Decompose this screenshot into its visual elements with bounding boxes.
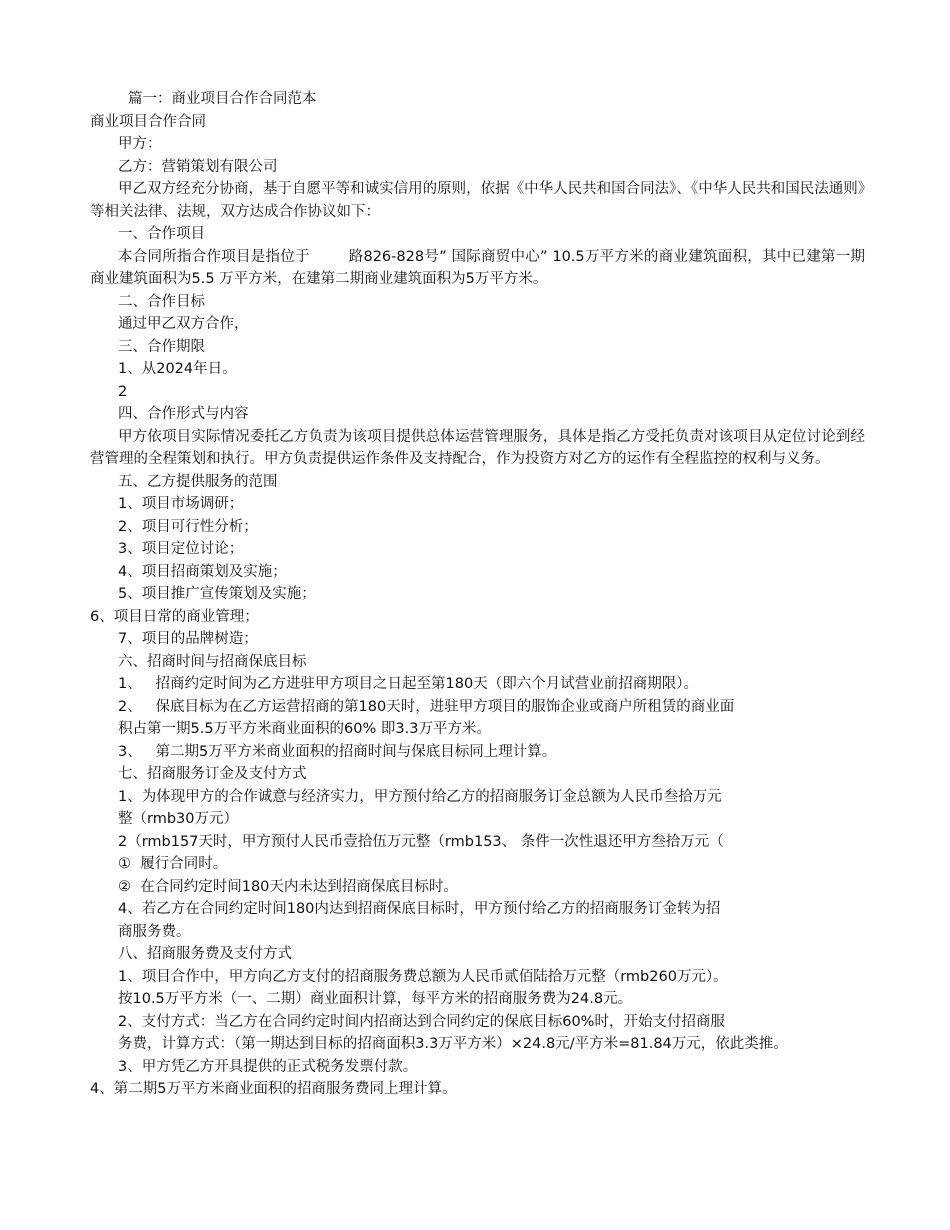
list-item: 7、项目的品牌树造； [118, 631, 258, 647]
list-item-continuation: 积占第一期5.5万平方米商业面积的60% 即3.3万平方米。 [118, 721, 491, 737]
list-item: 2、项目可行性分析； [118, 518, 258, 535]
clause-heading-8: 八、招商服务费及支付方式 [118, 946, 292, 962]
clause-heading-1: 一、合作项目 [118, 226, 205, 242]
list-item: 5、项目推广宣传策划及实施； [118, 586, 316, 602]
list-item: 2、 保底目标为在乙方运营招商的第180天时，进驻甲方项目的服饰企业或商户所租赁的商业面 [118, 698, 735, 715]
list-item: 4、项目招商策划及实施； [118, 563, 287, 580]
clause-heading-6: 六、招商时间与招商保底目标 [118, 653, 307, 670]
clause-1-paragraph: 本合同所指合作项目是指位于 路826-828号” 国际商贸中心” 10.5万平方米的商业建筑面积，其中已建第一期商业建筑面积为5.5 万平方米，在建第二期商业建筑面积为5万平方米。 [90, 248, 865, 287]
list-item: ② 在合同约定时间180天内未达到招商保底目标时。 [118, 878, 458, 895]
list-item: 3、项目定位讨论； [118, 541, 244, 557]
list-item: 4、若乙方在合同约定时间180内达到招商保底目标时，甲方预付给乙方的招商服务订金转为招 [118, 901, 721, 917]
preamble-paragraph: 甲乙双方经充分协商，基于自愿平等和诚实信用的原则，依据《中华人民共和国合同法》、《中华人民共和国民法通则》等相关法律、法规，双方达成合作协议如下： [90, 181, 865, 220]
clause-3-item-2: 2 [118, 383, 128, 400]
clause-heading-4: 四、合作形式与内容 [118, 406, 249, 422]
list-item: 6、项目日常的商业管理； [90, 608, 259, 625]
list-item-continuation: 商服务费。 [118, 923, 191, 940]
list-item: 2、支付方式：当乙方在合同约定时间内招商达到合同约定的保底目标60%时，开始支付招商服 [118, 1013, 725, 1030]
list-item-continuation: 务费，计算方式：（第一期达到目标的招商面积3.3万平方米）×24.8元/平方米=81.84万元，依此类推。 [118, 1036, 788, 1052]
list-item: 1、项目合作中，甲方向乙方支付的招商服务费总额为人民币贰佰陆拾万元整（rmb260万元）。 [118, 968, 728, 985]
clause-heading-5: 五、乙方提供服务的范围 [118, 473, 278, 490]
list-item: 1、为体现甲方的合作诚意与经济实力，甲方预付给乙方的招商服务订金总额为人民币叁拾万元 [118, 788, 722, 805]
list-item-continuation: 按10.5万平方米（一、二期）商业面积计算，每平方米的招商服务费为24.8元。 [118, 991, 633, 1007]
list-item: 4、第二期5万平方米商业面积的招商服务费同上理计算。 [90, 1081, 457, 1097]
document-title: 商业项目合作合同 [90, 113, 206, 130]
party-a-line: 甲方： [118, 136, 162, 152]
list-item: 1、 招商约定时间为乙方进驻甲方项目之日起至第180天（即六个月试营业前招商期限）。 [118, 676, 698, 692]
section-heading: 篇一：商业项目合作合同范本 [128, 91, 317, 107]
list-item: 3、 第二期5万平方米商业面积的招商时间与保底目标同上理计算。 [118, 743, 557, 760]
list-item: ① 履行合同时。 [118, 856, 228, 872]
party-b-line: 乙方：营销策划有限公司 [118, 158, 278, 175]
contract-document [90, 88, 865, 1101]
clause-2-text: 通过甲乙双方合作， [118, 316, 249, 332]
list-item: 3、甲方凭乙方开具提供的正式税务发票付款。 [118, 1058, 418, 1075]
list-item: 1、项目市场调研； [118, 496, 244, 512]
clause-4-paragraph: 甲方依项目实际情况委托乙方负责为该项目提供总体运营管理服务，具体是指乙方受托负责对该项目从定位讨论到经营管理的全程策划和执行。甲方负责提供运作条件及支持配合，作为投资方对乙方的运作有全程监控的权利与义务。 [90, 428, 865, 467]
list-item: 2（rmb157天时，甲方预付人民币壹拾伍万元整（rmb153、 条件一次性退还甲方叁拾万元（ [118, 833, 724, 850]
clause-heading-3: 三、合作期限 [118, 338, 205, 355]
list-item-continuation: 整（rmb30万元） [118, 811, 238, 827]
clause-heading-2: 二、合作目标 [118, 293, 205, 310]
clause-heading-7: 七、招商服务订金及支付方式 [118, 766, 307, 782]
clause-3-item-1: 1、从2024年日。 [118, 361, 237, 377]
